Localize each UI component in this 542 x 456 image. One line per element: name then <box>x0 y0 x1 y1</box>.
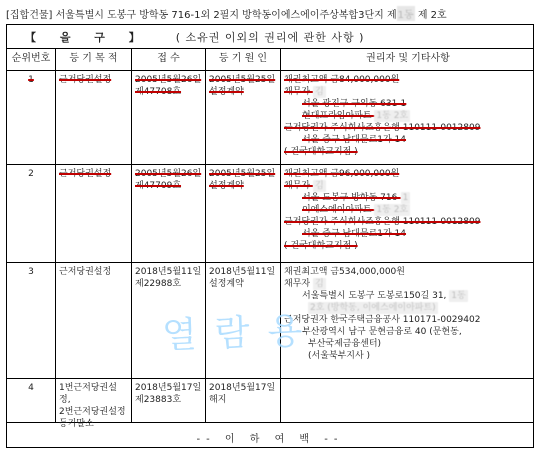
masked-unit-number: 1동 <box>397 6 415 21</box>
debtor-address: 서울특별시 도봉구 도봉로150길 31, 1동 <box>302 291 466 301</box>
rank-cell <box>7 71 56 164</box>
debtor-address: 서울 광진구 구의동 631-1 <box>302 99 407 109</box>
max-claim-amount: 채권최고액 금84,000,000원 <box>284 75 400 85</box>
cause-date: 2005년5월25일 <box>209 75 276 85</box>
purpose-cell <box>56 379 132 429</box>
purpose-cell <box>56 263 132 378</box>
cause-cell <box>206 379 281 422</box>
cause-date: 2005년5월25일 <box>209 169 276 179</box>
header-rank: 순위번호 <box>7 49 56 70</box>
mortgagee-address: 서울 중구 남대문로1가 14 <box>302 135 407 145</box>
debtor-address-detail: 2호 (방학동, 이에스에이아파트) <box>310 303 436 313</box>
location-prefix: [집합건물] 서울특별시 도봉구 방학동 716-1외 2필지 방학동이에스에이주상복합3단지 제 <box>6 10 397 21</box>
details-cell <box>281 71 535 164</box>
registry-frame <box>6 24 534 448</box>
cause-type: 설정계약 <box>209 87 244 97</box>
receipt-date: 2005년5월26일 <box>135 75 202 85</box>
max-claim-amount: 채권최고액 금96,000,000원 <box>284 169 400 179</box>
rank-cell <box>7 263 56 378</box>
details-cell <box>281 379 535 422</box>
debtor-line: 채무자 김 <box>284 87 324 97</box>
cause-date: 2018년5월17일 <box>209 383 276 393</box>
mortgagee-branch: ( 건국대학교지점 ) <box>284 147 358 157</box>
receipt-cell <box>132 165 206 262</box>
purpose-value: 근저당권설정 <box>59 267 112 277</box>
debtor-line: 채무자 김 <box>284 181 324 191</box>
cause-date: 2018년5월11일 <box>209 267 276 277</box>
receipt-number: 제47708호 <box>135 87 182 97</box>
document-end-marker: -- 이 하 여 백 -- <box>196 434 344 445</box>
purpose-line-1: 1번근저당권설정, <box>59 383 117 405</box>
receipt-number: 제23883호 <box>135 395 182 405</box>
cause-type: 설정계약 <box>209 279 244 289</box>
table-row <box>7 379 533 429</box>
rank-value: 1 <box>28 75 34 85</box>
rank-value: 2 <box>28 169 34 179</box>
mortgagee-address-building: 부산국제금융센터) <box>308 339 382 349</box>
header-details: 권리자 및 기타사항 <box>366 53 450 64</box>
debtor-masked: 김 <box>314 87 324 97</box>
mortgagee-address: 부산광역시 남구 문현금융로 40 (문현동, <box>302 327 462 337</box>
details-cell <box>281 165 535 262</box>
purpose-line-2: 2번근저당권설정 <box>59 407 126 417</box>
receipt-date: 2018년5월17일 <box>135 383 202 393</box>
receipt-cell <box>132 71 206 164</box>
table-row <box>7 165 533 263</box>
mortgagee-address: 서울 중구 남대문로1가 14 <box>302 229 407 239</box>
debtor-line: 채무자 김 <box>284 279 324 289</box>
purpose-cell <box>56 165 132 262</box>
max-claim-amount: 채권최고액 금534,000,000원 <box>284 267 405 277</box>
receipt-number: 제22988호 <box>135 279 182 289</box>
receipt-date: 2005년5월26일 <box>135 169 202 179</box>
rank-value: 3 <box>28 267 34 277</box>
debtor-address: 서울 도봉구 방학동 716- 1 <box>302 193 409 203</box>
purpose-line-3: 등기말소 <box>59 419 94 429</box>
mortgagee-line: 근저당권자 주식회사조흥은행 110111-0012809 <box>284 217 481 227</box>
receipt-number: 제47709호 <box>135 181 182 191</box>
section-title: 【 을 구 】 <box>25 30 150 44</box>
rank-value: 4 <box>28 383 34 393</box>
view-only-watermark: 열람용 <box>161 310 322 357</box>
cause-type: 해지 <box>209 395 227 405</box>
receipt-date: 2018년5월11일 <box>135 267 202 277</box>
mortgagee-line: 근저당권자 한국주택금융공사 110171-0029402 <box>284 315 481 325</box>
rank-cell <box>7 165 56 262</box>
cause-cell <box>206 71 281 164</box>
header-receipt: 접 수 <box>132 49 206 70</box>
debtor-address-detail: 현대프라임아파트 1동 2호 <box>302 111 409 121</box>
mortgagee-branch: (서울북부지사 ) <box>308 351 371 361</box>
purpose-value: 근저당권설정 <box>59 75 112 85</box>
section-subtitle: ( 소유권 이외의 권리에 관한 사항 ) <box>175 30 365 44</box>
registry-table <box>7 49 533 429</box>
mortgagee-branch: ( 건국대학교지점 ) <box>284 241 358 251</box>
purpose-value: 근저당권설정 <box>59 169 112 179</box>
header-purpose: 등 기 목 적 <box>56 49 132 70</box>
table-header-row <box>7 49 533 71</box>
purpose-cell <box>56 71 132 164</box>
cause-cell <box>206 165 281 262</box>
rank-cell <box>7 379 56 422</box>
table-row <box>7 71 533 165</box>
section-header <box>7 25 533 49</box>
location-suffix: 제 2호 <box>414 10 447 21</box>
receipt-cell <box>132 379 206 422</box>
cause-type: 설정계약 <box>209 181 244 191</box>
debtor-address-detail: 이에스에이아파트 1동 2호 <box>302 205 409 215</box>
mortgagee-line: 근저당권자 주식회사조흥은행 110111-0012809 <box>284 123 481 133</box>
document-location-line <box>6 6 447 21</box>
header-cause: 등 기 원 인 <box>206 49 281 70</box>
